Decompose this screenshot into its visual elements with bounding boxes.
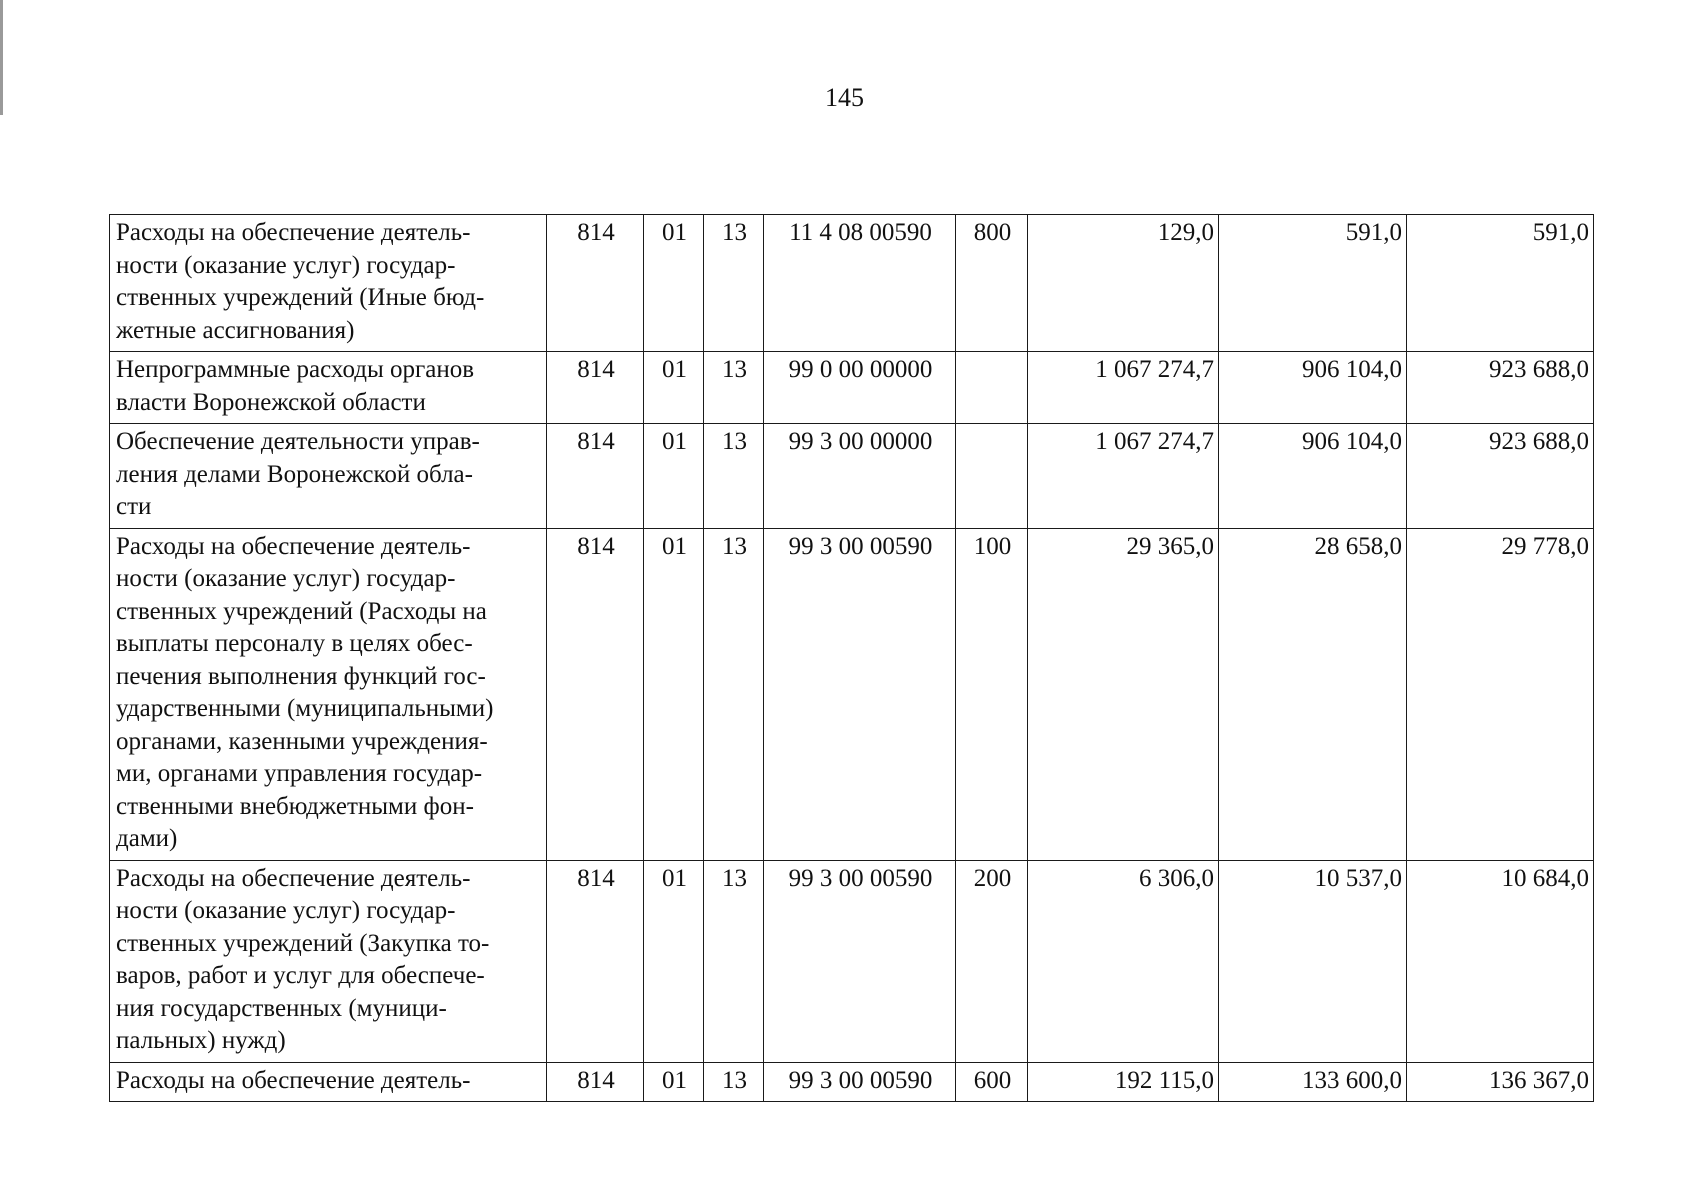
- cell-csr: 99 3 00 00590: [764, 860, 956, 1062]
- cell-sum-3: 591,0: [1407, 215, 1594, 352]
- cell-sum-2: 906 104,0: [1219, 424, 1407, 529]
- cell-sum-3: 923 688,0: [1407, 424, 1594, 529]
- cell-sum-3: 136 367,0: [1407, 1062, 1594, 1102]
- cell-sum-1: 1 067 274,7: [1028, 352, 1219, 424]
- cell-sum-2: 591,0: [1219, 215, 1407, 352]
- cell-csr: 99 3 00 00590: [764, 1062, 956, 1102]
- cell-sum-1: 29 365,0: [1028, 528, 1219, 860]
- page-number: 145: [825, 83, 864, 112]
- cell-csr: 99 3 00 00590: [764, 528, 956, 860]
- cell-rz: 01: [644, 352, 704, 424]
- cell-sum-1: 129,0: [1028, 215, 1219, 352]
- cell-sum-3: 10 684,0: [1407, 860, 1594, 1062]
- table-row: [110, 528, 1594, 860]
- cell-sum-1: 192 115,0: [1028, 1062, 1219, 1102]
- cell-sum-1: 1 067 274,7: [1028, 424, 1219, 529]
- table-row: [110, 215, 1594, 352]
- cell-sum-3: 29 778,0: [1407, 528, 1594, 860]
- cell-vr: 600: [956, 1062, 1028, 1102]
- table-row: [110, 352, 1594, 424]
- cell-sum-2: 10 537,0: [1219, 860, 1407, 1062]
- cell-pr: 13: [704, 215, 764, 352]
- cell-pr: 13: [704, 528, 764, 860]
- cell-sum-2: 133 600,0: [1219, 1062, 1407, 1102]
- cell-grbs: 814: [547, 352, 644, 424]
- cell-grbs: 814: [547, 860, 644, 1062]
- cell-sum-2: 28 658,0: [1219, 528, 1407, 860]
- cell-vr: [956, 352, 1028, 424]
- cell-grbs: 814: [547, 424, 644, 529]
- cell-rz: 01: [644, 215, 704, 352]
- cell-sum-3: 923 688,0: [1407, 352, 1594, 424]
- cell-csr: 99 3 00 00000: [764, 424, 956, 529]
- cell-grbs: 814: [547, 528, 644, 860]
- cell-vr: 800: [956, 215, 1028, 352]
- row-name: Расходы на обеспечение деятель- ности (оказание услуг) государ- ственных учреждений (Расходы на выплаты персоналу в целях обес- печения выполнения функций гос- ударственными (муниципальными) органами, казенными учреждения- ми, органами управления государ- ственными внебюджетными фон- дами): [110, 528, 547, 860]
- cell-pr: 13: [704, 1062, 764, 1102]
- cell-grbs: 814: [547, 1062, 644, 1102]
- cell-grbs: 814: [547, 215, 644, 352]
- cell-vr: 200: [956, 860, 1028, 1062]
- budget-table: [109, 214, 1594, 1102]
- cell-rz: 01: [644, 860, 704, 1062]
- cell-vr: [956, 424, 1028, 529]
- row-name: Непрограммные расходы органов власти Воронежской области: [110, 352, 547, 424]
- cell-rz: 01: [644, 424, 704, 529]
- cell-sum-1: 6 306,0: [1028, 860, 1219, 1062]
- table-row: [110, 424, 1594, 529]
- cell-pr: 13: [704, 352, 764, 424]
- row-name: Обеспечение деятельности управ- ления делами Воронежской обла- сти: [110, 424, 547, 529]
- row-name: Расходы на обеспечение деятель- ности (оказание услуг) государ- ственных учреждений (Иные бюд- жетные ассигнования): [110, 215, 547, 352]
- cell-rz: 01: [644, 1062, 704, 1102]
- table-row: [110, 860, 1594, 1062]
- row-name: Расходы на обеспечение деятель- ности (оказание услуг) государ- ственных учреждений (Закупка то- варов, работ и услуг для обеспече- ния государственных (муници- пальных) нужд): [110, 860, 547, 1062]
- cell-csr: 99 0 00 00000: [764, 352, 956, 424]
- cell-vr: 100: [956, 528, 1028, 860]
- cell-pr: 13: [704, 860, 764, 1062]
- cell-pr: 13: [704, 424, 764, 529]
- cell-rz: 01: [644, 528, 704, 860]
- row-name: Расходы на обеспечение деятель-: [110, 1062, 547, 1102]
- cell-csr: 11 4 08 00590: [764, 215, 956, 352]
- table-row: [110, 1062, 1594, 1102]
- cell-sum-2: 906 104,0: [1219, 352, 1407, 424]
